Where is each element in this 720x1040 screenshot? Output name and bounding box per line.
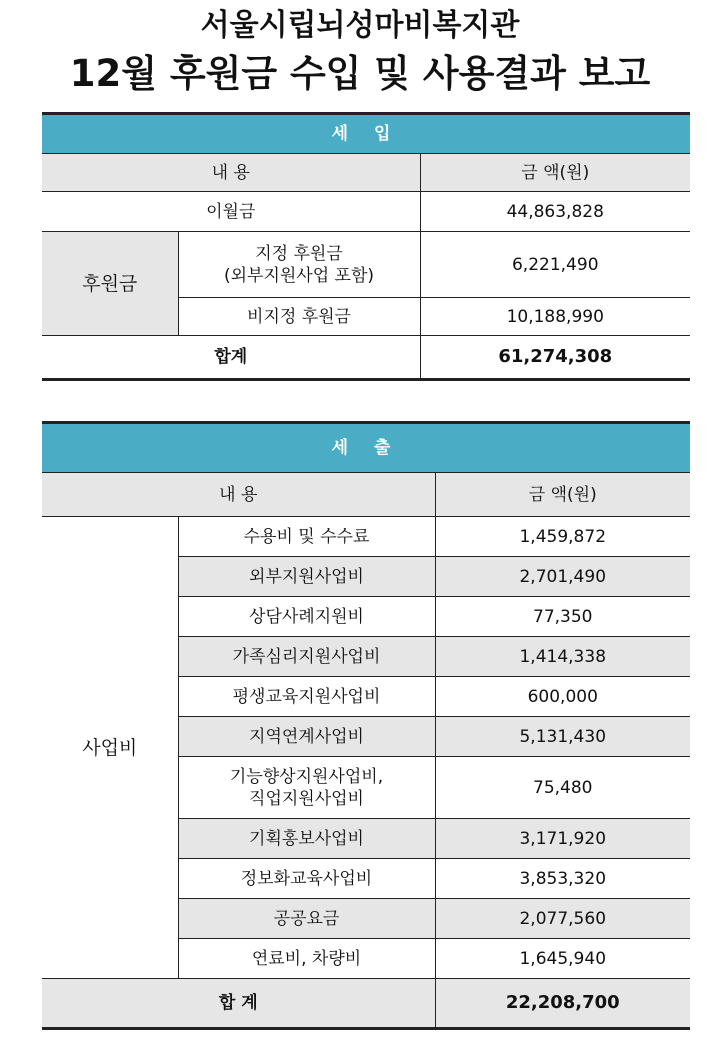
designated-line1: 지정 후원금 bbox=[255, 243, 343, 264]
report-org-title: 서울시립뇌성마비복지관 bbox=[200, 8, 520, 43]
undesignated-amount: 10,188,990 bbox=[420, 298, 690, 336]
expense-item-label: 수용비 및 수수료 bbox=[178, 517, 435, 557]
expense-total-amount: 22,208,700 bbox=[435, 979, 690, 1029]
expense-group-label: 사업비 bbox=[42, 517, 178, 979]
expense-col-amount: 금 액(원) bbox=[435, 473, 690, 517]
expense-total-label: 합 계 bbox=[42, 979, 435, 1029]
expense-item-amount: 1,414,338 bbox=[435, 637, 690, 677]
expense-header: 세 출 bbox=[42, 423, 690, 473]
expense-item-label: 정보화교육사업비 bbox=[178, 859, 435, 899]
expense-item-label: 지역연계사업비 bbox=[178, 717, 435, 757]
expense-table bbox=[42, 421, 690, 1030]
expense-item-label-line1: 기능향상지원사업비, bbox=[229, 766, 384, 787]
income-total-label: 합계 bbox=[42, 336, 420, 380]
expense-item-amount: 5,131,430 bbox=[435, 717, 690, 757]
expense-item-amount: 77,350 bbox=[435, 597, 690, 637]
expense-col-content: 내 용 bbox=[42, 473, 435, 517]
income-header: 세 입 bbox=[42, 114, 690, 154]
expense-item-amount: 2,701,490 bbox=[435, 557, 690, 597]
carryover-label: 이월금 bbox=[42, 192, 420, 232]
carryover-amount: 44,863,828 bbox=[420, 192, 690, 232]
expense-item-label: 상담사례지원비 bbox=[178, 597, 435, 637]
expense-item-label: 공공요금 bbox=[178, 899, 435, 939]
expense-item-label: 연료비, 차량비 bbox=[178, 939, 435, 979]
designated-donation-label bbox=[178, 232, 420, 298]
report-title: 12월 후원금 수입 및 사용결과 보고 bbox=[69, 52, 651, 95]
income-total-amount: 61,274,308 bbox=[420, 336, 690, 380]
income-col-content: 내 용 bbox=[42, 154, 420, 192]
income-table bbox=[42, 112, 690, 381]
expense-item-label: 외부지원사업비 bbox=[178, 557, 435, 597]
designated-line2: (외부지원사업 포함) bbox=[223, 265, 375, 286]
expense-item-label bbox=[178, 757, 435, 819]
undesignated-donation-label: 비지정 후원금 bbox=[178, 298, 420, 336]
expense-item-amount: 75,480 bbox=[435, 757, 690, 819]
expense-item-amount: 3,171,920 bbox=[435, 819, 690, 859]
designated-amount: 6,221,490 bbox=[420, 232, 690, 298]
expense-item-label: 가족심리지원사업비 bbox=[178, 637, 435, 677]
expense-item-amount: 2,077,560 bbox=[435, 899, 690, 939]
expense-item-amount: 600,000 bbox=[435, 677, 690, 717]
income-col-amount: 금 액(원) bbox=[420, 154, 690, 192]
expense-item-label: 평생교육지원사업비 bbox=[178, 677, 435, 717]
expense-item-label-line2: 직업지원사업비 bbox=[249, 788, 364, 809]
expense-item-amount: 3,853,320 bbox=[435, 859, 690, 899]
expense-item-amount: 1,645,940 bbox=[435, 939, 690, 979]
donation-group-label: 후원금 bbox=[42, 232, 178, 336]
expense-item-amount: 1,459,872 bbox=[435, 517, 690, 557]
expense-item-label: 기획홍보사업비 bbox=[178, 819, 435, 859]
